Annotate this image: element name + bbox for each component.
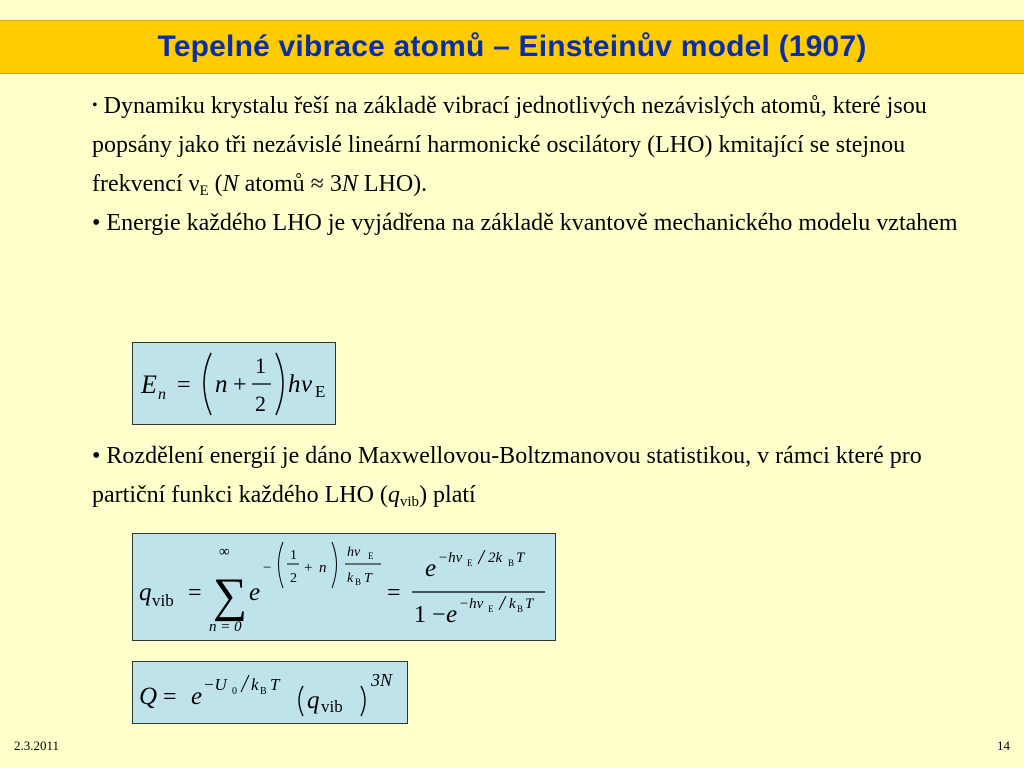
eq-nu: ν (301, 371, 313, 398)
exp-slash (241, 675, 249, 692)
exp-k: k (251, 675, 259, 694)
exp-T: T (364, 571, 372, 586)
frac-one: 1 (255, 353, 266, 378)
sum-sign: ∑ (213, 569, 248, 622)
num-slash (478, 550, 485, 564)
exp-B-sub: B (260, 686, 267, 697)
bullet-marker: • (92, 210, 101, 236)
exp-hnu: hν (347, 545, 361, 560)
den-one-minus: 1 − (414, 602, 446, 628)
italic-q: q (387, 482, 400, 508)
eq-h: h (288, 371, 301, 398)
slide-content (92, 86, 982, 243)
q-left-paren (299, 686, 303, 716)
den-B-sub: B (517, 604, 524, 614)
total-equation-box (132, 661, 408, 724)
eq-equals: = (177, 372, 191, 398)
eq-E: E (141, 370, 157, 399)
bullet-2-text: Energie každého LHO je vyjádřena na základě kvantově mechanického modelu vztahem (106, 210, 958, 236)
exp-zero-sub: 0 (232, 686, 237, 697)
slide-title: Tepelné vibrace atomů – Einsteinův model (1907) (157, 30, 867, 63)
eq-n: n (215, 371, 228, 398)
right-paren (276, 353, 283, 415)
vib-subscript: vib (399, 494, 420, 510)
eq-E-sub: E (315, 382, 326, 401)
exp-one: 1 (290, 548, 297, 563)
eq-q: q (139, 579, 152, 606)
bullet-1-paren: ( (208, 171, 223, 197)
den-k: k (509, 596, 516, 612)
eq-equals-2: = (387, 580, 401, 606)
bullet-3-text: Rozdělení energií je dáno Maxwellovou-Boltzmanovou statistikou, v rámci které pro partiční funkci každého LHO ( (92, 443, 922, 508)
bullet-1-text: Dynamiku krystalu řeší na základě vibrací jednotlivých nezávislých atomů, které jsou popsány jako tři nezávislé lineární harmonické oscilátory (LHO) kmitající se stejnou frekvencí ν (92, 93, 927, 197)
num-2k: 2k (488, 550, 503, 566)
den-slash (499, 596, 506, 610)
eq-power: 3N (371, 670, 393, 690)
exp-k: k (347, 571, 354, 586)
exp-left-paren (279, 542, 284, 588)
exp-plus: + (304, 560, 313, 576)
num-B-sub: B (508, 558, 515, 568)
exp-n: n (319, 560, 327, 576)
sum-lower: n = 0 (209, 619, 242, 635)
bullet-2 (92, 204, 982, 243)
eq-vib: vib (152, 591, 174, 610)
eq-n-sub: n (158, 386, 166, 403)
num-exp: −hν (438, 550, 463, 566)
eq-equals-3: = (163, 684, 177, 710)
num-T: T (516, 550, 525, 566)
exp-E-sub: E (368, 551, 374, 561)
bullet-3-end: ) platí (419, 482, 476, 508)
den-E-sub: E (488, 604, 494, 614)
title-bar (0, 20, 1024, 74)
energy-equation-box (132, 342, 336, 425)
eq-q-3: q (307, 687, 320, 714)
exp-T: T (270, 675, 280, 694)
partition-equation (133, 534, 555, 640)
exp-B-sub: B (355, 577, 362, 587)
den-e: e (446, 601, 458, 628)
eq-equals-1: = (188, 580, 202, 606)
bullet-3 (92, 437, 982, 515)
italic-n-2: N (341, 171, 358, 197)
eq-e-1: e (249, 579, 261, 606)
bullet-1-end: LHO). (357, 171, 428, 197)
bullet-1 (92, 86, 982, 204)
partition-equation-box (132, 533, 556, 641)
sum-upper: ∞ (219, 544, 230, 560)
total-equation (133, 662, 407, 723)
exp-right-paren (332, 542, 337, 588)
italic-n-1: N (222, 171, 239, 197)
page-number: 14 (997, 738, 1010, 753)
frac-two: 2 (255, 391, 266, 416)
bullet-marker: • (92, 97, 98, 114)
eq-e-3: e (191, 683, 203, 710)
energy-equation (133, 343, 335, 424)
slide-content-2 (92, 437, 982, 515)
left-paren (204, 353, 211, 415)
exp-U: −U (203, 675, 227, 694)
den-exp: −hν (459, 596, 484, 612)
bullet-1-mid: atomů ≈ 3 (238, 171, 342, 197)
nu-subscript: E (199, 183, 209, 199)
den-T: T (525, 596, 534, 612)
exp-two: 2 (290, 571, 297, 586)
q-right-paren (361, 686, 365, 716)
exp-minus: − (263, 560, 272, 576)
eq-Q: Q (139, 683, 158, 710)
footer-date: 2.3.2011 (14, 738, 60, 753)
eq-vib-3: vib (321, 697, 343, 716)
bullet-marker: • (92, 443, 101, 469)
num-E-sub: E (467, 558, 473, 568)
eq-plus: + (233, 372, 247, 398)
num-e: e (425, 555, 437, 582)
